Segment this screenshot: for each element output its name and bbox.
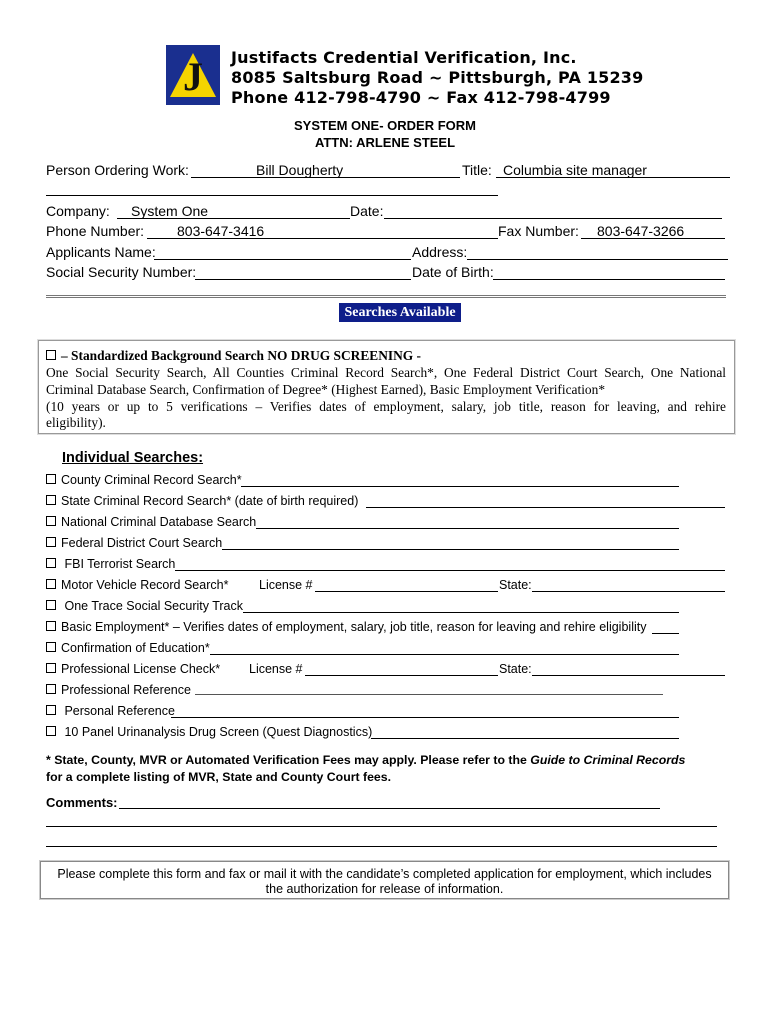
search-state-criminal-line[interactable]: [366, 507, 725, 508]
section-divider: [46, 295, 726, 298]
phone-value[interactable]: 803-647-3416: [177, 223, 265, 239]
standard-package-line-2: Criminal Database Search, Confirmation of Degree* (Highest Earned), Basic Employment Verification*: [46, 382, 606, 397]
form-title: SYSTEM ONE- ORDER FORM: [293, 118, 476, 133]
search-personal-reference-line[interactable]: [171, 717, 679, 718]
individual-searches-heading: Individual Searches:: [62, 450, 204, 466]
search-national-criminal-line[interactable]: [256, 528, 679, 529]
company-name: Justifacts Credential Verification, Inc.: [231, 48, 577, 67]
checkbox[interactable]: [46, 663, 56, 673]
search-professional-license: Professional License Check*: [46, 662, 220, 676]
date-label: Date:: [350, 203, 384, 219]
checkbox[interactable]: [46, 705, 56, 715]
address-line[interactable]: [467, 259, 728, 260]
fax-label: Fax Number:: [498, 223, 579, 239]
comments-label: Comments:: [46, 795, 118, 810]
checkbox[interactable]: [46, 726, 56, 736]
company-logo: [166, 45, 220, 105]
comments-line-1[interactable]: [119, 808, 660, 809]
standard-package-line-1: One Social Security Search, All Counties Criminal Record Search*, One Federal District Court Search, One National: [46, 365, 726, 380]
checkbox[interactable]: [46, 558, 56, 568]
checkbox[interactable]: [46, 516, 56, 526]
license-check-label: License #: [249, 662, 303, 676]
company-phone-fax: Phone 412-798-4790 ~ Fax 412-798-4799: [231, 88, 611, 107]
mvr-license-line[interactable]: [315, 591, 498, 592]
address-label: Address:: [412, 244, 468, 260]
search-fbi-terrorist-line[interactable]: [175, 570, 725, 571]
search-confirmation-education: Confirmation of Education*: [46, 641, 210, 655]
mvr-state-line[interactable]: [532, 591, 725, 592]
instructions-line-1: Please complete this form and fax or mail it with the candidate’s completed application for employment, which includes: [57, 867, 712, 881]
company-value[interactable]: System One: [131, 203, 209, 219]
ssn-label: Social Security Number:: [46, 264, 197, 280]
search-one-trace-ssn: One Trace Social Security Track: [46, 599, 243, 613]
search-professional-reference-line[interactable]: [195, 694, 663, 695]
search-professional-reference: Professional Reference: [46, 683, 191, 697]
ssn-line[interactable]: [195, 279, 411, 280]
dob-label: Date of Birth:: [412, 264, 494, 280]
mvr-state-label: State:: [499, 578, 532, 592]
license-check-line[interactable]: [305, 675, 498, 676]
phone-label: Phone Number:: [46, 223, 145, 239]
search-confirmation-education-line[interactable]: [210, 654, 679, 655]
search-personal-reference: Personal Reference: [46, 704, 175, 718]
checkbox[interactable]: [46, 600, 56, 610]
checkbox[interactable]: [46, 621, 56, 631]
instructions-box: [40, 861, 729, 899]
search-motor-vehicle: Motor Vehicle Record Search*: [46, 578, 228, 592]
logo-letter: J: [183, 54, 203, 99]
checkbox[interactable]: [46, 642, 56, 652]
search-federal-district-line[interactable]: [222, 549, 679, 550]
standard-package-checkbox[interactable]: [46, 350, 56, 360]
person-ordering-value[interactable]: Bill Dougherty: [256, 162, 344, 178]
checkbox[interactable]: [46, 684, 56, 694]
search-basic-employment-line[interactable]: [652, 633, 679, 634]
title-label: Title:: [462, 162, 492, 178]
search-national-criminal: National Criminal Database Search: [46, 515, 256, 529]
search-state-criminal: State Criminal Record Search* (date of birth required): [46, 494, 358, 508]
searches-available-header: Searches Available: [339, 303, 461, 322]
fax-value[interactable]: 803-647-3266: [597, 223, 685, 239]
search-one-trace-ssn-line[interactable]: [243, 612, 679, 613]
mvr-license-label: License #: [259, 578, 313, 592]
search-drug-screen: 10 Panel Urinanalysis Drug Screen (Quest Diagnostics): [46, 725, 372, 739]
instructions-line-2: the authorization for release of information.: [265, 882, 504, 896]
person-ordering-label: Person Ordering Work:: [46, 162, 189, 178]
company-address: 8085 Saltsburg Road ~ Pittsburgh, PA 15239: [231, 68, 644, 87]
company-label: Company:: [46, 203, 110, 219]
date-line[interactable]: [384, 218, 722, 219]
applicant-name-line[interactable]: [154, 259, 411, 260]
standard-package-line-4: eligibility).: [46, 415, 106, 430]
form-attn: ATTN: ARLENE STEEL: [314, 135, 456, 150]
search-county-criminal-line[interactable]: [241, 486, 679, 487]
search-county-criminal: County Criminal Record Search*: [46, 473, 242, 487]
checkbox[interactable]: [46, 495, 56, 505]
checkbox[interactable]: [46, 579, 56, 589]
license-check-state-label: State:: [499, 662, 532, 676]
checkbox[interactable]: [46, 474, 56, 484]
search-drug-screen-line[interactable]: [371, 738, 679, 739]
title-value[interactable]: Columbia site manager: [503, 162, 647, 178]
search-basic-employment: Basic Employment* – Verifies dates of employment, salary, job title, reason for leaving and rehire eligibility: [46, 620, 646, 634]
search-fbi-terrorist: FBI Terrorist Search: [46, 557, 175, 571]
applicant-name-label: Applicants Name:: [46, 244, 156, 260]
standard-package-heading: – Standardized Background Search NO DRUG SCREENING -: [46, 347, 421, 364]
comments-line-2[interactable]: [46, 826, 717, 827]
comments-line-3[interactable]: [46, 846, 717, 847]
fee-note: * State, County, MVR or Automated Verification Fees may apply. Please refer to the Guide to Criminal Records for a complete listing of MVR, State and County Court fees.: [46, 753, 686, 784]
license-check-state-line[interactable]: [532, 675, 725, 676]
search-federal-district: Federal District Court Search: [46, 536, 222, 550]
person-ordering-extra-line[interactable]: [46, 195, 498, 196]
dob-line[interactable]: [493, 279, 725, 280]
checkbox[interactable]: [46, 537, 56, 547]
standard-package-line-3: (10 years or up to 5 verifications – Verifies dates of employment, salary, job title, reason for leaving, and rehire: [46, 399, 726, 414]
fee-note-guide-title: Guide to Criminal Records: [530, 753, 686, 767]
